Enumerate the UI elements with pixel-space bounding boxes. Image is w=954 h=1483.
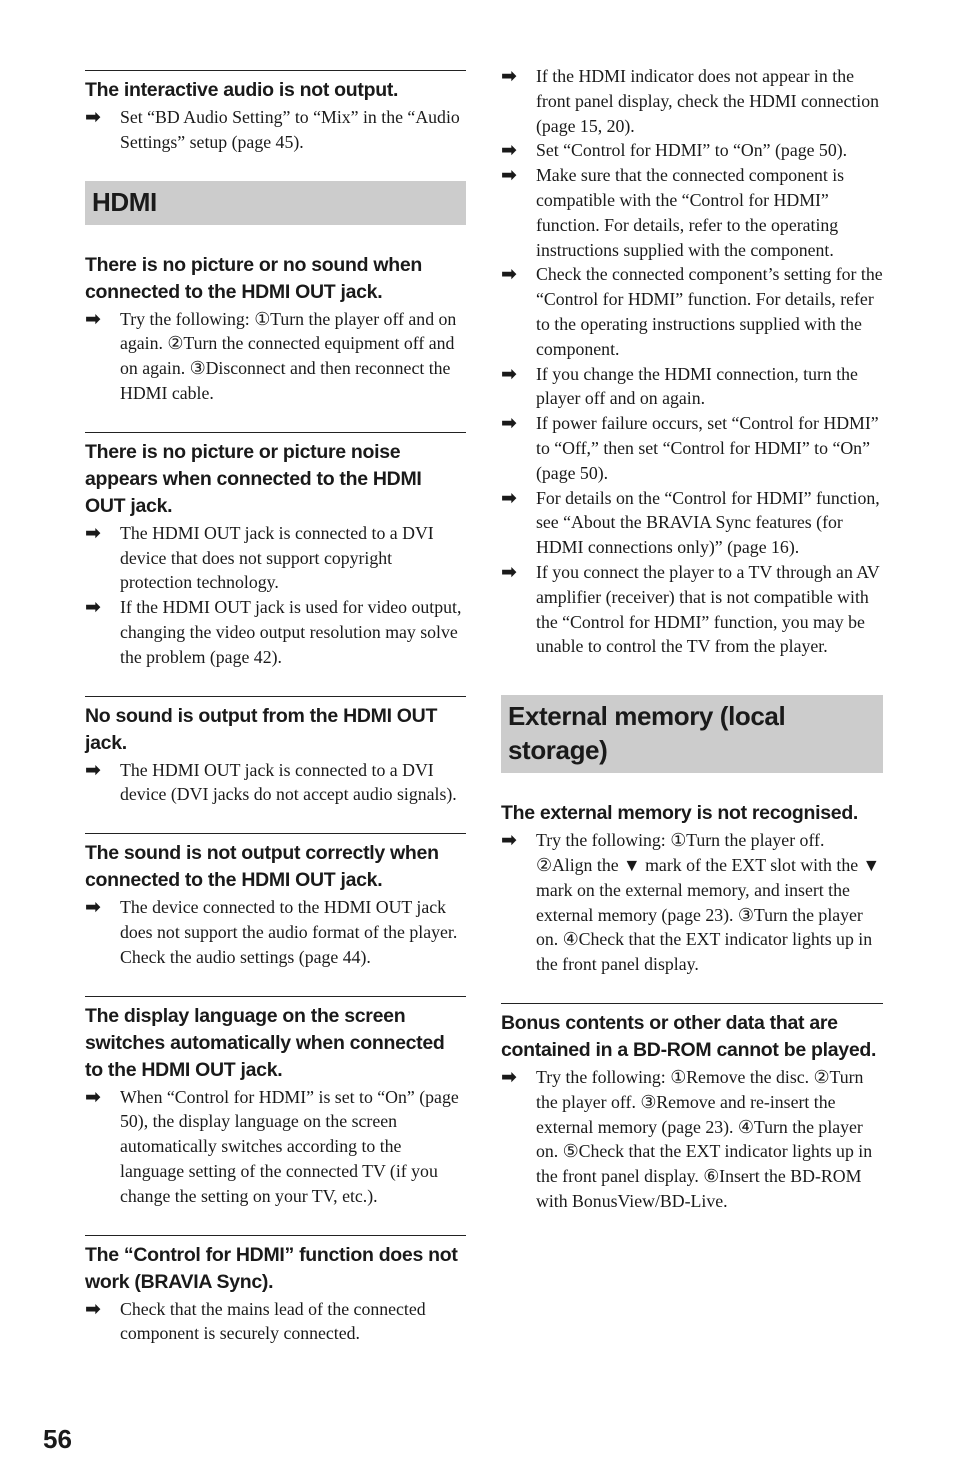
page-number: 56 [43, 1424, 72, 1454]
right-arrow-icon: ➡ [501, 164, 517, 187]
right-arrow-icon: ➡ [501, 560, 517, 583]
topic-no-sound-output [85, 696, 466, 808]
right-arrow-icon: ➡ [85, 896, 101, 919]
right-arrow-icon: ➡ [85, 521, 101, 544]
bullet-text: Make sure that the connected component is compatible with the “Control for HDMI” function. For details, refer to the operating instructions supplied with the component. [536, 165, 845, 260]
bullet-item [85, 1085, 466, 1209]
section-title: External memory (local storage) [508, 701, 786, 766]
bullet-item [501, 262, 883, 361]
right-arrow-icon: ➡ [85, 106, 101, 128]
right-arrow-icon: ➡ [501, 1065, 517, 1088]
bullet-text: If power failure occurs, set “Control for HDMI” to “Off,” then set “Control for HDMI” to “On” (page 50). [536, 413, 879, 483]
section-header-hdmi [85, 181, 466, 225]
topic-interactive-audio [85, 70, 466, 155]
topic-title: Bonus contents or other data that are contained in a BD-ROM cannot be played. [501, 1011, 877, 1061]
left-column [85, 70, 466, 1372]
bullet-text: Try the following: ①Turn the player off and on again. ②Turn the connected equipment off and on again. ③Disconnect and then reconnect the HDMI cable. [120, 308, 457, 403]
bullet-item [85, 1297, 466, 1347]
right-arrow-icon: ➡ [501, 65, 517, 87]
topic-no-picture-no-sound [85, 252, 466, 406]
bullet-item [501, 486, 883, 560]
topic-bonus-contents [501, 1003, 883, 1214]
bullet-text: Try the following: ①Turn the player off. ②Align the ▼ mark of the EXT slot with the ▼ mark on the external memory, and insert the external memory (page 23). ③Turn the player on. ④Check that the EXT indicator lights up in the front panel display. [536, 830, 881, 975]
bullet-text: If you change the HDMI connection, turn the player off and on again. [536, 363, 858, 409]
section-header-external-memory [501, 695, 883, 773]
bullet-text: The device connected to the HDMI OUT jack does not support the audio format of the player. Check the audio settings (page 44). [120, 897, 458, 967]
topic-display-language [85, 996, 466, 1209]
bullet-item [85, 105, 466, 155]
right-arrow-icon: ➡ [501, 263, 517, 286]
bullet-text: Try the following: ①Remove the disc. ②Turn the player off. ③Remove and re-insert the external memory (page 23). ④Turn the player on. ⑤Check that the EXT indicator lights up in the front panel display. ⑥Insert the BD-ROM with BonusView/BD-Live. [536, 1066, 873, 1211]
topic-title: The display language on the screen switches automatically when connected to the HDMI OUT jack. [85, 1004, 445, 1081]
right-arrow-icon: ➡ [85, 307, 101, 330]
topic-title: There is no picture or picture noise appears when connected to the HDMI OUT jack. [85, 440, 422, 517]
bullet-item [501, 138, 883, 163]
bullet-item [85, 758, 466, 808]
topic-picture-noise [85, 432, 466, 670]
topic-title: No sound is output from the HDMI OUT jack. [85, 704, 438, 754]
bullet-item [501, 362, 883, 412]
bullet-text: When “Control for HDMI” is set to “On” (page 50), the display language on the screen automatically switches according to the language setting of the connected TV (if you change the setting on your TV, etc.). [120, 1086, 459, 1206]
bullet-text: Check that the mains lead of the connected component is securely connected. [120, 1298, 426, 1344]
right-arrow-icon: ➡ [85, 1297, 101, 1320]
topic-control-for-hdmi-continued [501, 64, 883, 659]
bullet-text: Set “BD Audio Setting” to “Mix” in the “Audio Settings” setup (page 45). [120, 107, 460, 152]
bullet-text: The HDMI OUT jack is connected to a DVI device (DVI jacks do not accept audio signals). [120, 759, 457, 805]
topic-title: There is no picture or no sound when connected to the HDMI OUT jack. [85, 253, 422, 303]
right-arrow-icon: ➡ [501, 486, 517, 509]
topic-title: The external memory is not recognised. [501, 802, 859, 825]
bullet-item [501, 560, 883, 659]
section-title: HDMI [92, 186, 157, 217]
right-arrow-icon: ➡ [501, 412, 517, 435]
right-column [501, 64, 883, 1240]
bullet-text: For details on the “Control for HDMI” function, see “About the BRAVIA Sync features (for HDMI connections only)” (page 16). [536, 487, 880, 558]
bullet-text: The HDMI OUT jack is connected to a DVI device that does not support copyright protection technology. [120, 522, 434, 593]
bullet-item [501, 64, 883, 138]
right-arrow-icon: ➡ [85, 1085, 101, 1108]
bullet-text: Set “Control for HDMI” to “On” (page 50). [536, 140, 848, 161]
topic-memory-not-recognised [501, 800, 883, 977]
bullet-item [501, 828, 883, 977]
topic-sound-incorrect [85, 833, 466, 969]
right-arrow-icon: ➡ [85, 758, 101, 781]
topic-title: The sound is not output correctly when connected to the HDMI OUT jack. [85, 842, 439, 892]
topic-control-for-hdmi [85, 1235, 466, 1347]
bullet-item [85, 521, 466, 595]
right-arrow-icon: ➡ [501, 139, 517, 162]
bullet-item [501, 1065, 883, 1214]
bullet-text: If you connect the player to a TV through an AV amplifier (receiver) that is not compatible with the “Control for HDMI” function, you may be unable to control the TV from the player. [536, 561, 880, 657]
right-arrow-icon: ➡ [501, 829, 517, 852]
right-arrow-icon: ➡ [85, 596, 101, 619]
bullet-text: If the HDMI OUT jack is used for video output, changing the video output resolution may solve the problem (page 42). [120, 597, 462, 667]
topic-title: The interactive audio is not output. [85, 79, 399, 101]
bullet-item [85, 595, 466, 669]
bullet-item [501, 163, 883, 262]
bullet-item [85, 895, 466, 969]
bullet-text: Check the connected component’s setting for the “Control for HDMI” function. For details, refer to the operating instructions supplied with the component. [536, 264, 883, 359]
bullet-item [85, 307, 466, 406]
right-arrow-icon: ➡ [501, 362, 517, 385]
bullet-text: If the HDMI indicator does not appear in the front panel display, check the HDMI connection (page 15, 20). [536, 66, 880, 136]
topic-title: The “Control for HDMI” function does not work (BRAVIA Sync). [85, 1243, 458, 1293]
bullet-item [501, 411, 883, 485]
